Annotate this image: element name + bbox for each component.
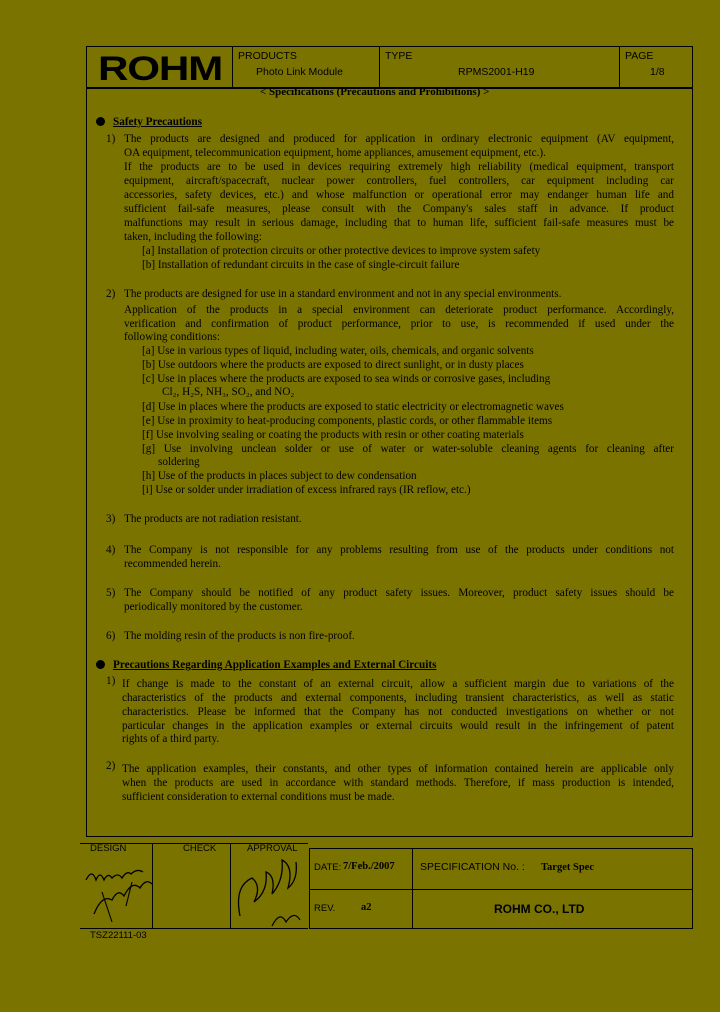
product-name: Photo Link Module [256, 66, 343, 78]
header-divider-3 [619, 46, 620, 88]
sub-item: [b] Installation of redundant circuits in the case of single-circuit failure [142, 259, 460, 271]
bullet-icon [96, 660, 105, 669]
spec-label: SPECIFICATION No. : [420, 861, 525, 873]
item-number: 2) [106, 288, 116, 300]
page-number: 1/8 [650, 66, 665, 78]
paragraph-line: when the products are used in accordance with standard methods. Therefore, if mass production is intended, [122, 777, 674, 789]
section-title-safety [96, 116, 202, 128]
design-label: DESIGN [90, 843, 127, 854]
item-number: 3) [106, 513, 116, 525]
item-number: 6) [106, 630, 116, 642]
page-label: PAGE [625, 50, 654, 62]
paragraph-line: The Company should be notified of any product safety issues. Moreover, product safety issues should be [124, 587, 674, 599]
item-number: 1) [106, 675, 116, 687]
paragraph-line: following conditions: [124, 331, 221, 343]
paragraph-line: rights of a third party. [122, 733, 220, 745]
paragraph-line: sufficient consideration to external conditions must be made. [122, 791, 395, 803]
paragraph-line: characteristics. Please be informed that the Company has not conducted investigations on whether or not [122, 706, 674, 718]
approver-signature [232, 846, 312, 935]
date-value: 7/Feb./2007 [343, 861, 395, 872]
header-divider-2 [379, 46, 380, 88]
company-name: ROHM CO., LTD [494, 902, 585, 916]
rev-label: REV. [314, 903, 336, 914]
paragraph-line: The molding resin of the products is non fire-proof. [124, 630, 355, 642]
paragraph-line: OA equipment, telecommunication equipment, home appliances, amusement equipment, etc.). [124, 147, 546, 159]
type-label: TYPE [385, 50, 413, 62]
designer-signature [80, 852, 160, 929]
paragraph-line: The products are designed for use in a standard environment and not in any special environments. [124, 288, 562, 300]
paragraph-line: If change is made to the constant of an external circuit, allow a sufficient margin due to variations of the [122, 678, 674, 690]
header-divider-1 [232, 46, 233, 88]
products-label: PRODUCTS [238, 50, 297, 62]
footer-divider [230, 843, 231, 928]
paragraph-line: The products are designed and produced for application in ordinary electronic equipment (AV equipment, [124, 133, 674, 145]
bullet-icon [96, 117, 105, 126]
paragraph-line: recommended herein. [124, 558, 221, 570]
item-number: 2) [106, 760, 116, 772]
sub-item: [f] Use involving sealing or coating the products with resin or other coating materials [142, 429, 524, 441]
type-value: RPMS2001-H19 [458, 66, 535, 78]
paragraph-line: The application examples, their constants, and other types of information contained herein are applicable only [122, 763, 674, 775]
check-label: CHECK [183, 843, 217, 854]
page-title: < Specifications (Precautions and Prohibitions) > [260, 86, 490, 98]
sub-item: [h] Use of the products in places subject to dew condensation [142, 470, 417, 482]
section-title-safety-text: Safety Precautions [113, 116, 202, 128]
sub-item: [g] Use involving unclean solder or use of water or water-soluble cleaning agents for cleaning after [142, 443, 674, 455]
paragraph-line: accessories, safety devices, etc.) and whose malfunction or operational error may endanger human life and [124, 189, 674, 201]
sub-item: [a] Installation of protection circuits or other protective devices to improve system safety [142, 245, 541, 257]
sub-item-continuation: soldering [158, 456, 200, 468]
paragraph-line: particular changes in the application examples or external circuits would result in the infringement of patent [122, 720, 674, 732]
paragraph-line: If the products are to be used in devices requiring extremely high reliability (medical equipment, transport [124, 161, 674, 173]
paragraph-line: malfunctions may result in serious damage, including that to human life, sufficient fail-safe measures must be [124, 217, 674, 229]
approval-label: APPROVAL [247, 843, 298, 854]
paragraph-line: characteristics of the products and external components, including transient characteristics, as well as static [122, 692, 674, 704]
sub-item: [i] Use or solder under irradiation of excess infrared rays (IR reflow, etc.) [142, 484, 471, 496]
document-code: TSZ22111-03 [90, 930, 147, 941]
paragraph-line: The products are not radiation resistant. [124, 513, 302, 525]
rohm-logo [96, 52, 224, 84]
paragraph-line: periodically monitored by the customer. [124, 601, 303, 613]
sub-item-continuation: Cl₂, H₂S, NH₃, SO₂, and NO₂ [162, 386, 295, 398]
sub-item: [b] Use outdoors where the products are exposed to direct sunlight, or in dusty places [142, 359, 524, 371]
sub-item: [e] Use in proximity to heat-producing components, plastic cords, or other flammable items [142, 415, 553, 427]
paragraph-line: taken, including the following: [124, 231, 262, 243]
rev-value: a2 [361, 902, 372, 913]
sub-item: [c] Use in places where the products are exposed to sea winds or corrosive gases, including [142, 373, 551, 385]
paragraph-line: sufficient fail-safe measures, please consult with the Company's sales staff in advance. If product [124, 203, 674, 215]
item-number: 5) [106, 587, 116, 599]
section-title-application-text: Precautions Regarding Application Examples and External Circuits [113, 659, 437, 671]
sub-item: [d] Use in places where the products are exposed to static electricity or electromagnetic waves [142, 401, 564, 413]
date-label: DATE: [314, 862, 342, 873]
spec-box-middle-rule [309, 889, 693, 890]
rohm-logo-text: ROHM [98, 52, 222, 84]
paragraph-line: Application of the products in a special environment can deteriorate product performance. Accordingly, [124, 304, 674, 316]
sub-item: [a] Use in various types of liquid, including water, oils, chemicals, and organic solvents [142, 345, 534, 357]
spec-box-divider [412, 848, 413, 929]
section-title-application [96, 659, 436, 671]
paragraph-line: equipment, aircraft/spacecraft, nuclear power controllers, fuel controllers, car equipment including car [124, 175, 674, 187]
spec-value: Target Spec [541, 862, 594, 873]
paragraph-line: verification and confirmation of product performance, prior to use, is recommended if used under the [124, 318, 674, 330]
item-number: 1) [106, 133, 116, 145]
paragraph-line: The Company is not responsible for any problems resulting from use of the products under conditions not [124, 544, 674, 556]
item-number: 4) [106, 544, 116, 556]
